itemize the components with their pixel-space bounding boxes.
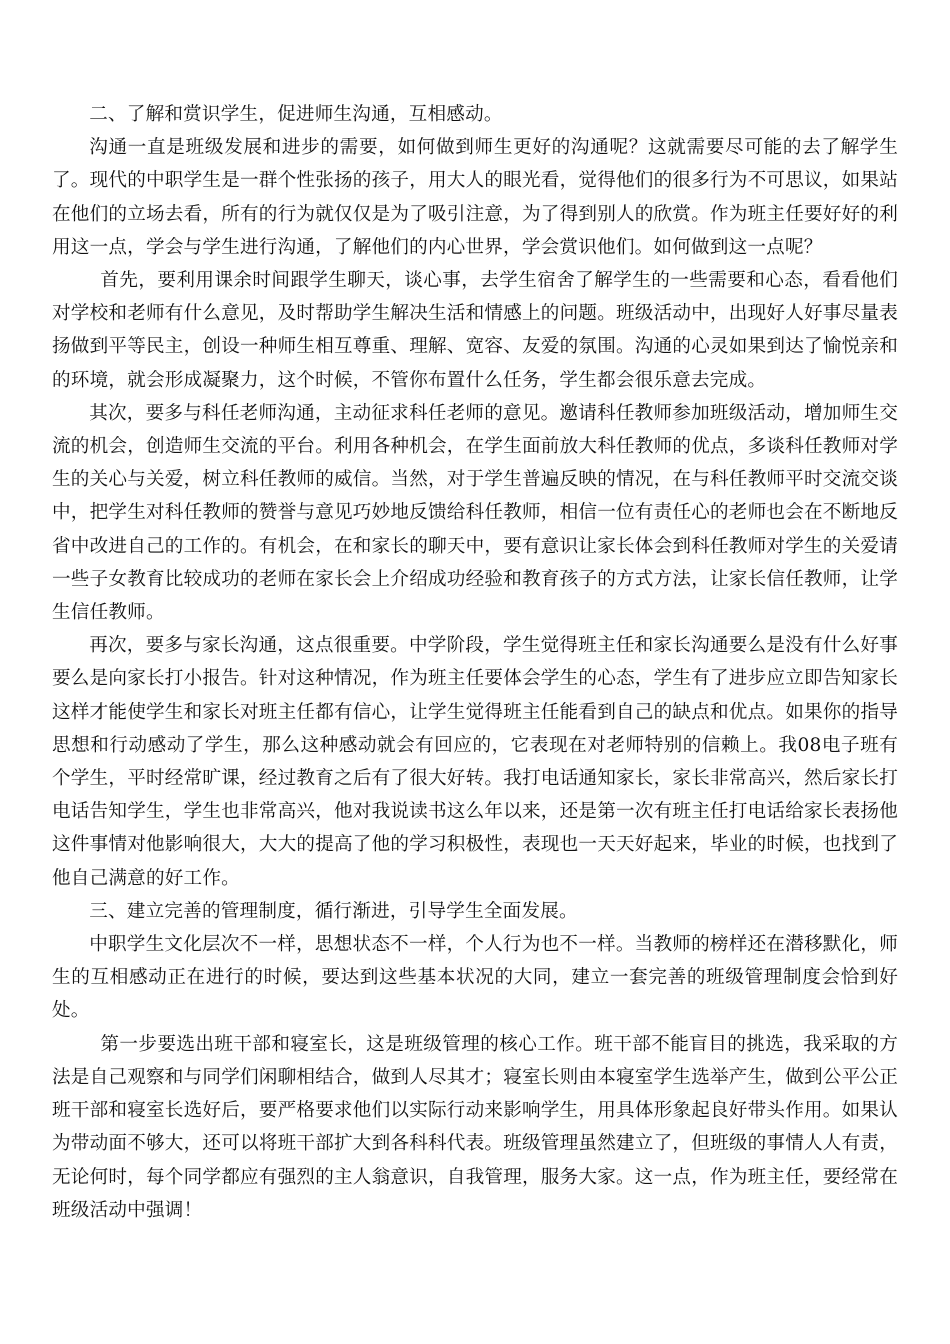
paragraph-first: 首先，要利用课余时间跟学生聊天，谈心事，去学生宿舍了解学生的一些需要和心态，看看他们对学校和老师有什么意见，及时帮助学生解决生活和情感上的问题。班级活动中，出现好人好事尽量表扬做到平等民主，创设一种师生相互尊重、理解、宽容、友爱的氛围。沟通的心灵如果到达了愉悦亲和的环境，就会形成凝聚力，这个时候，不管你布置什么任务，学生都会很乐意去完成。: [52, 270, 898, 391]
paragraph-step-one: 第一步要选出班干部和寝室长，这是班级管理的核心工作。班干部不能盲目的挑选，我采取的方法是自己观察和与同学们闲聊相结合，做到人尽其才；寝室长则由本寝室学生选举产生，做到公平公正班干部和寝室长选好后，要严格要求他们以实际行动来影响学生，用具体形象起良好带头作用。如果认为带动面不够大，还可以将班干部扩大到各科科代表。班级管理虽然建立了，但班级的事情人人有责，无论何时，每个同学都应有强烈的主人翁意识，自我管理，服务大家。这一点，作为班主任，要经常在班级活动中强调！: [52, 1033, 898, 1221]
paragraph-communication-intro: 沟通一直是班级发展和进步的需要，如何做到师生更好的沟通呢？这就需要尽可能的去了解学生了。现代的中职学生是一群个性张扬的孩子，用大人的眼光看，觉得他们的很多行为不可思议，如果站在他们的立场去看，所有的行为就仅仅是为了吸引注意，为了得到别人的欣赏。作为班主任要好好的利用这一点，学会与学生进行沟通，了解他们的内心世界，学会赏识他们。如何做到这一点呢？: [52, 137, 898, 258]
section-heading-2: 二、了解和赏识学生，促进师生沟通，互相感动。: [89, 104, 503, 125]
document-body: [52, 98, 898, 1227]
paragraph-second: 其次，要多与科任老师沟通，主动征求科任老师的意见。邀请科任教师参加班级活动，增加师生交流的机会，创造师生交流的平台。利用各种机会，在学生面前放大科任教师的优点，多谈科任教师对学生的关心与关爱，树立科任教师的威信。当然，对于学生普遍反映的情况，在与科任教师平时交流交谈中，把学生对科任教师的赞誉与意见巧妙地反馈给科任教师，相信一位有责任心的老师也会在不断地反省中改进自己的工作的。有机会，在和家长的聊天中，要有意识让家长体会到科任教师对学生的关爱请一些子女教育比较成功的老师在家长会上介绍成功经验和教育孩子的方式方法，让家长信任教师，让学生信任教师。: [52, 402, 898, 624]
paragraph-third: 再次，要多与家长沟通，这点很重要。中学阶段，学生觉得班主任和家长沟通要么是没有什么好事要么是向家长打小报告。针对这种情况，作为班主任要体会学生的心态，学生有了进步应立即告知家长这样才能使学生和家长对班主任都有信心，让学生觉得班主任能看到自己的缺点和优点。如果你的指导思想和行动感动了学生，那么这种感动就会有回应的，它表现在对老师特别的信赖上。我08电子班有个学生，平时经常旷课，经过教育之后有了很大好转。我打电话通知家长，家长非常高兴，然后家长打电话告知学生，学生也非常高兴，他对我说读书这么年以来，还是第一次有班主任打电话给家长表扬他这件事情对他影响很大，大大的提高了他的学习积极性，表现也一天天好起来，毕业的时候，也找到了他自己满意的好工作。: [52, 635, 898, 889]
paragraph-management-intro: 中职学生文化层次不一样，思想状态不一样，个人行为也不一样。当教师的榜样还在潜移默化，师生的互相感动正在进行的时候，要达到这些基本状况的大同，建立一套完善的班级管理制度会恰到好处。: [52, 934, 898, 1022]
section-heading-3: 三、建立完善的管理制度，循行渐进，引导学生全面发展。: [89, 900, 578, 922]
